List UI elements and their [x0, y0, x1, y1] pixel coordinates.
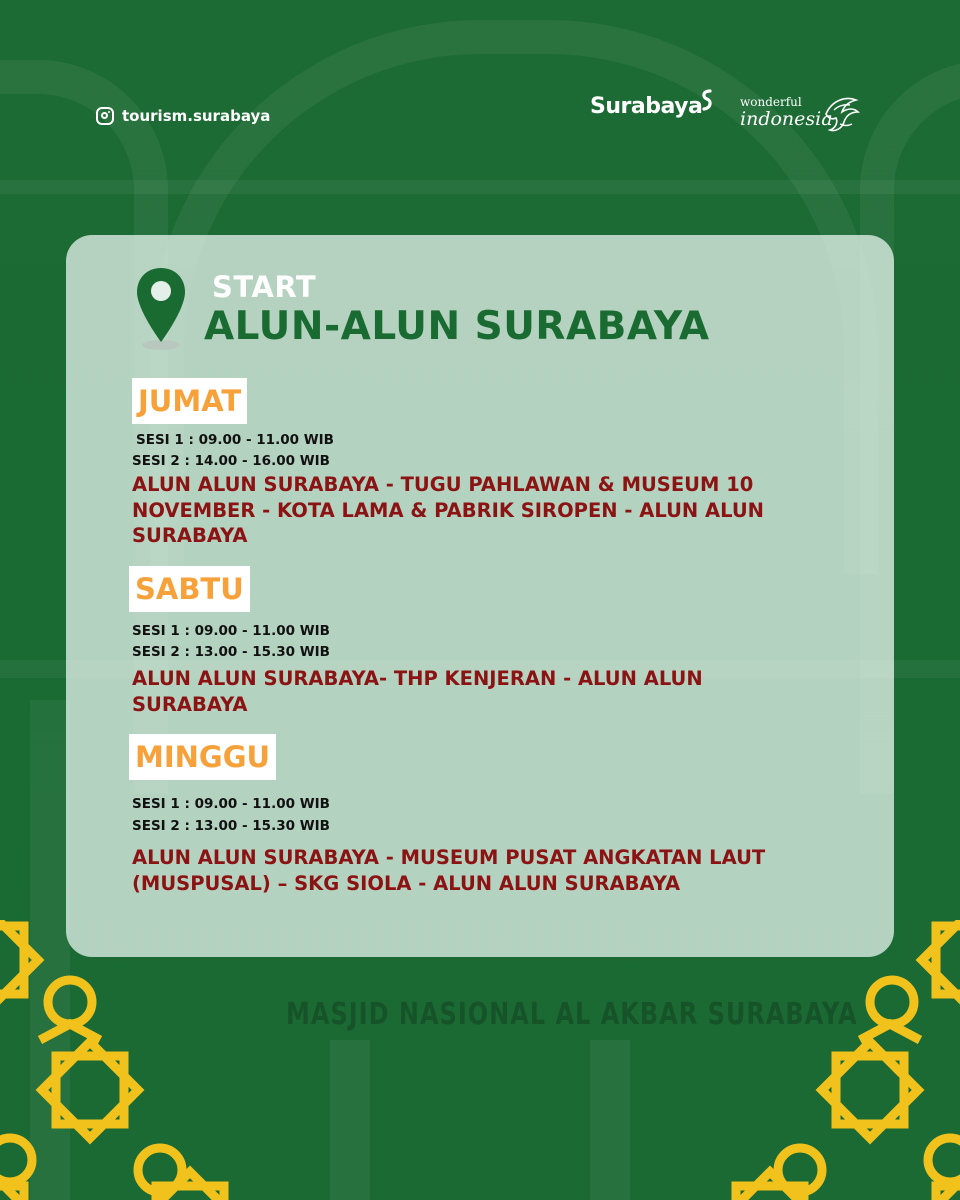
route-line: ALUN ALUN SURABAYA- THP KENJERAN - ALUN ALUN	[132, 667, 703, 690]
day-badge-jumat: JUMAT	[132, 378, 247, 424]
garuda-bird-icon	[820, 94, 862, 136]
logo-indonesia-text: indonesia	[740, 108, 833, 130]
logo-wonderful-text: wonderful	[740, 95, 802, 109]
route-line: NOVEMBER - KOTA LAMA & PABRIK SIROPEN - ALUN ALUN	[132, 498, 764, 522]
page-title: ALUN-ALUN SURABAYA	[204, 304, 710, 349]
session-time: SESI 2 : 13.00 - 15.30 WIB	[132, 818, 330, 834]
session-time: SESI 2 : 14.00 - 16.00 WIB	[132, 453, 330, 469]
instagram-handle-text: tourism.surabaya	[122, 107, 271, 125]
route-line: (MUSPUSAL) – SKG SIOLA - ALUN ALUN SURABAYA	[132, 871, 681, 895]
wonderful-indonesia-logo	[740, 96, 833, 129]
session-time: SESI 2 : 13.00 - 15.30 WIB	[132, 644, 330, 660]
surabaya-logo-mark-icon	[698, 88, 716, 112]
day-badge-sabtu: SABTU	[129, 566, 250, 612]
location-pin-icon	[134, 266, 188, 350]
islamic-pattern-ornament-left	[0, 920, 260, 1200]
route-line: SURABAYA	[132, 524, 248, 547]
building-sign: MASJID NASIONAL AL AKBAR SURABAYA	[286, 996, 858, 1032]
session-time: SESI 1 : 09.00 - 11.00 WIB	[132, 796, 330, 812]
session-time: SESI 1 : 09.00 - 11.00 WIB	[132, 623, 330, 639]
route-jumat	[132, 472, 832, 549]
route-line: ALUN ALUN SURABAYA - TUGU PAHLAWAN & MUSEUM 10	[132, 473, 754, 496]
route-line: SURABAYA	[132, 692, 248, 716]
background-cornice	[0, 180, 960, 194]
islamic-pattern-ornament-right	[700, 920, 960, 1200]
background-column	[590, 1040, 630, 1200]
route-sabtu	[132, 666, 832, 717]
session-time: SESI 1 : 09.00 - 11.00 WIB	[136, 432, 334, 448]
day-badge-minggu: MINGGU	[129, 734, 276, 780]
instagram-handle[interactable]	[96, 104, 270, 128]
instagram-icon	[96, 107, 114, 125]
surabaya-logo: Surabaya	[590, 94, 703, 119]
route-line: ALUN ALUN SURABAYA - MUSEUM PUSAT ANGKATAN LAUT	[132, 846, 766, 869]
start-label: START	[212, 270, 317, 304]
route-minggu	[132, 845, 832, 896]
background-column	[330, 1040, 370, 1200]
